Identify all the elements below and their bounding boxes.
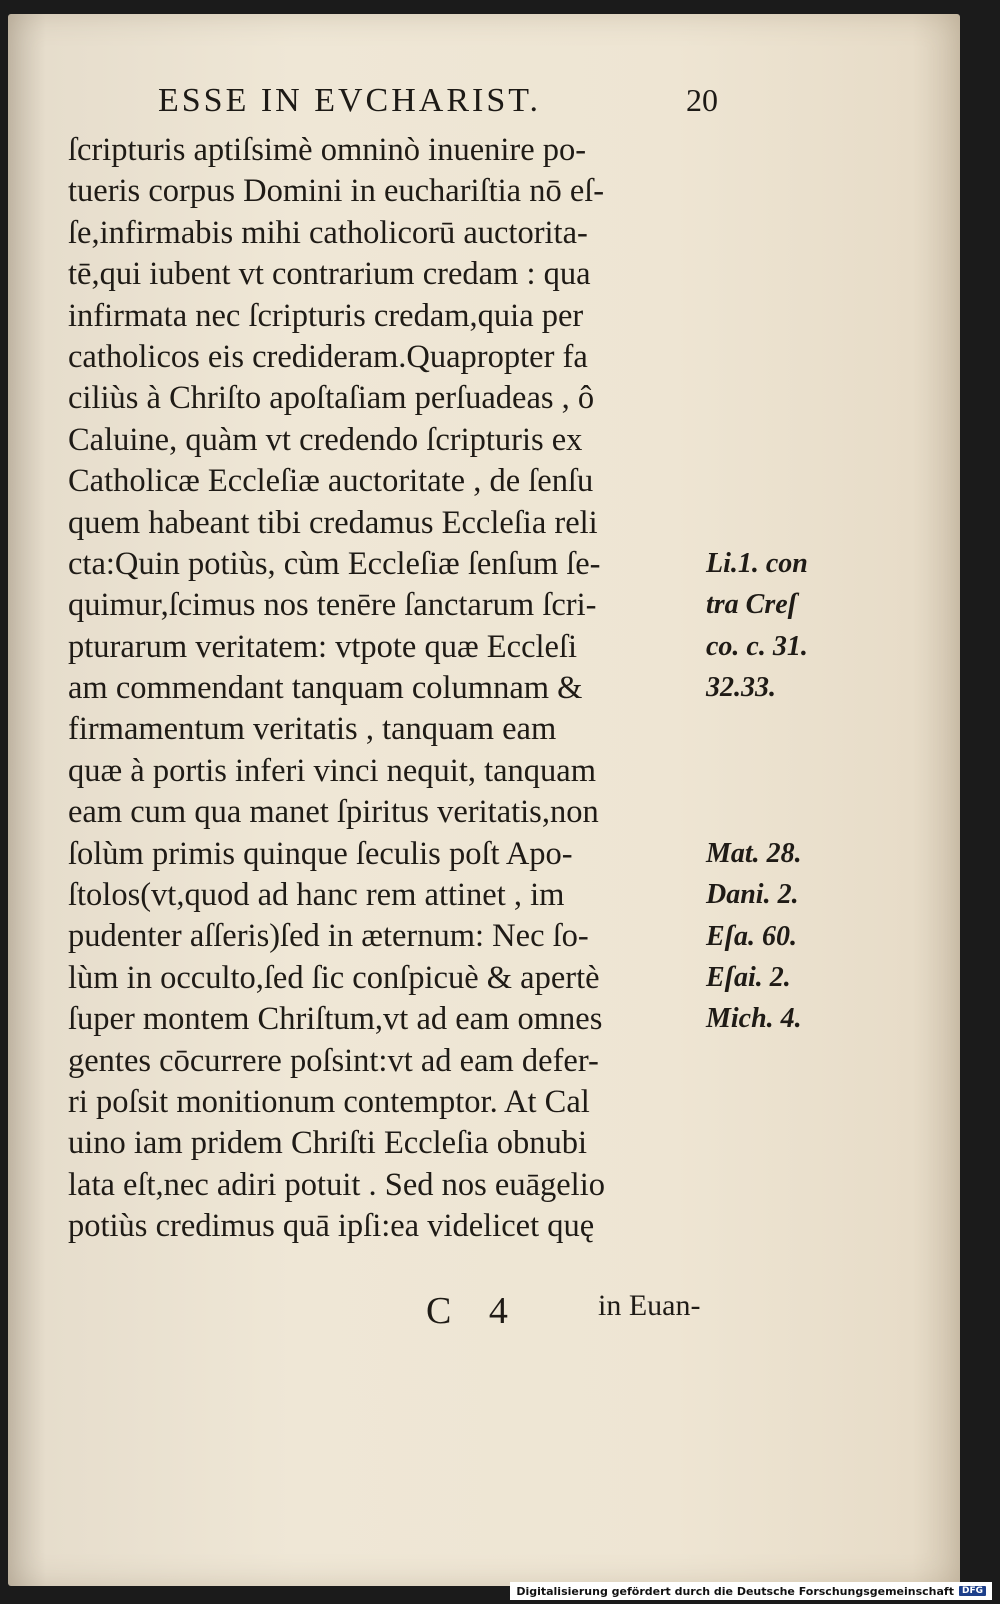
text-line: ſuper montem Chriſtum,vt ad eam omnes: [68, 1001, 603, 1038]
marginal-note: Eſa. 60.: [706, 920, 797, 952]
signature-mark: C 4: [426, 1290, 522, 1332]
text-line: Caluine, quàm vt credendo ſcripturis ex: [68, 421, 583, 458]
text-line: gentes cōcurrere poſsint:vt ad eam defer-: [68, 1042, 599, 1079]
text-line: cta:Quin potiùs, cùm Eccleſiæ ſenſum ſe-: [68, 545, 601, 582]
text-line: ſcripturis aptiſsimè omninò inuenire po-: [68, 132, 587, 168]
text-line: ſolùm primis quinque ſeculis poſt Apo-: [68, 835, 573, 872]
marginal-note: Li.1. con: [706, 548, 808, 579]
text-line: eam cum qua manet ſpiritus veritatis,non: [68, 794, 599, 831]
text-line: infirmata nec ſcripturis credam,quia per: [68, 297, 584, 334]
text-line: potiùs credimus quā ipſi:ea videlicet quę: [68, 1208, 595, 1245]
text-line: lata eſt,nec adiri potuit . Sed nos euāgelio: [68, 1166, 605, 1203]
text-line: pturarum veritatem: vtpote quæ Eccleſi: [68, 628, 578, 665]
text-line: uino iam pridem Chriſti Eccleſia obnubi: [68, 1125, 587, 1162]
marginal-note: co. c. 31.: [706, 630, 808, 662]
text-line: ſtolos(vt,quod ad hanc rem attinet , im: [68, 877, 565, 914]
marginal-note: Eſai. 2.: [706, 962, 791, 993]
digitization-credit: [510, 1582, 992, 1600]
text-line: quæ à portis inferi vinci nequit, tanquam: [68, 752, 597, 789]
book-page: [8, 14, 960, 1586]
marginal-note: tra Creſ: [706, 589, 797, 621]
text-line: ſe,infirmabis mihi catholicorū auctorita-: [68, 214, 588, 251]
dfg-logo-icon: DFG: [959, 1586, 986, 1596]
text-line: ciliùs à Chriſto apoſtaſiam perſuadeas , ô: [68, 380, 595, 417]
marginal-note: Mich. 4.: [706, 1003, 802, 1035]
text-line: firmamentum veritatis , tanquam eam: [68, 711, 557, 748]
page-header: [158, 82, 718, 126]
running-head: ESSE IN EVCHARIST.: [158, 82, 541, 119]
text-line: quimur,ſcimus nos tenēre ſanctarum ſcri-: [68, 587, 597, 624]
text-line: catholicos eis credideram.Quapropter fa: [68, 338, 588, 375]
text-line: tē,qui iubent vt contrarium credam : qua: [68, 256, 591, 293]
marginal-note: Dani. 2.: [706, 879, 799, 911]
text-line: tueris corpus Domini in euchariſtia nō eſ-: [68, 173, 605, 210]
text-line: Catholicæ Eccleſiæ auctoritate , de ſenſu: [68, 463, 594, 500]
text-line: lùm in occulto,ſed ſic conſpicuè & apertè: [68, 959, 600, 996]
marginal-note: Mat. 28.: [706, 837, 802, 869]
text-line: ri poſsit monitionum contemptor. At Cal: [68, 1083, 590, 1120]
marginal-note: 32.33.: [706, 672, 776, 704]
folio-number: 20: [686, 82, 718, 118]
footer-credit-text: Digitalisierung gefördert durch die Deutsche Forschungsgemeinschaft: [516, 1584, 954, 1598]
catchword: in Euan-: [598, 1289, 701, 1322]
text-line: am commendant tanquam columnam &: [68, 670, 583, 707]
body-text: [68, 130, 718, 1248]
text-line: pudenter aſſeris)ſed in æternum: Nec ſo-: [68, 918, 589, 955]
text-line: quem habeant tibi credamus Eccleſia reli: [68, 504, 598, 541]
